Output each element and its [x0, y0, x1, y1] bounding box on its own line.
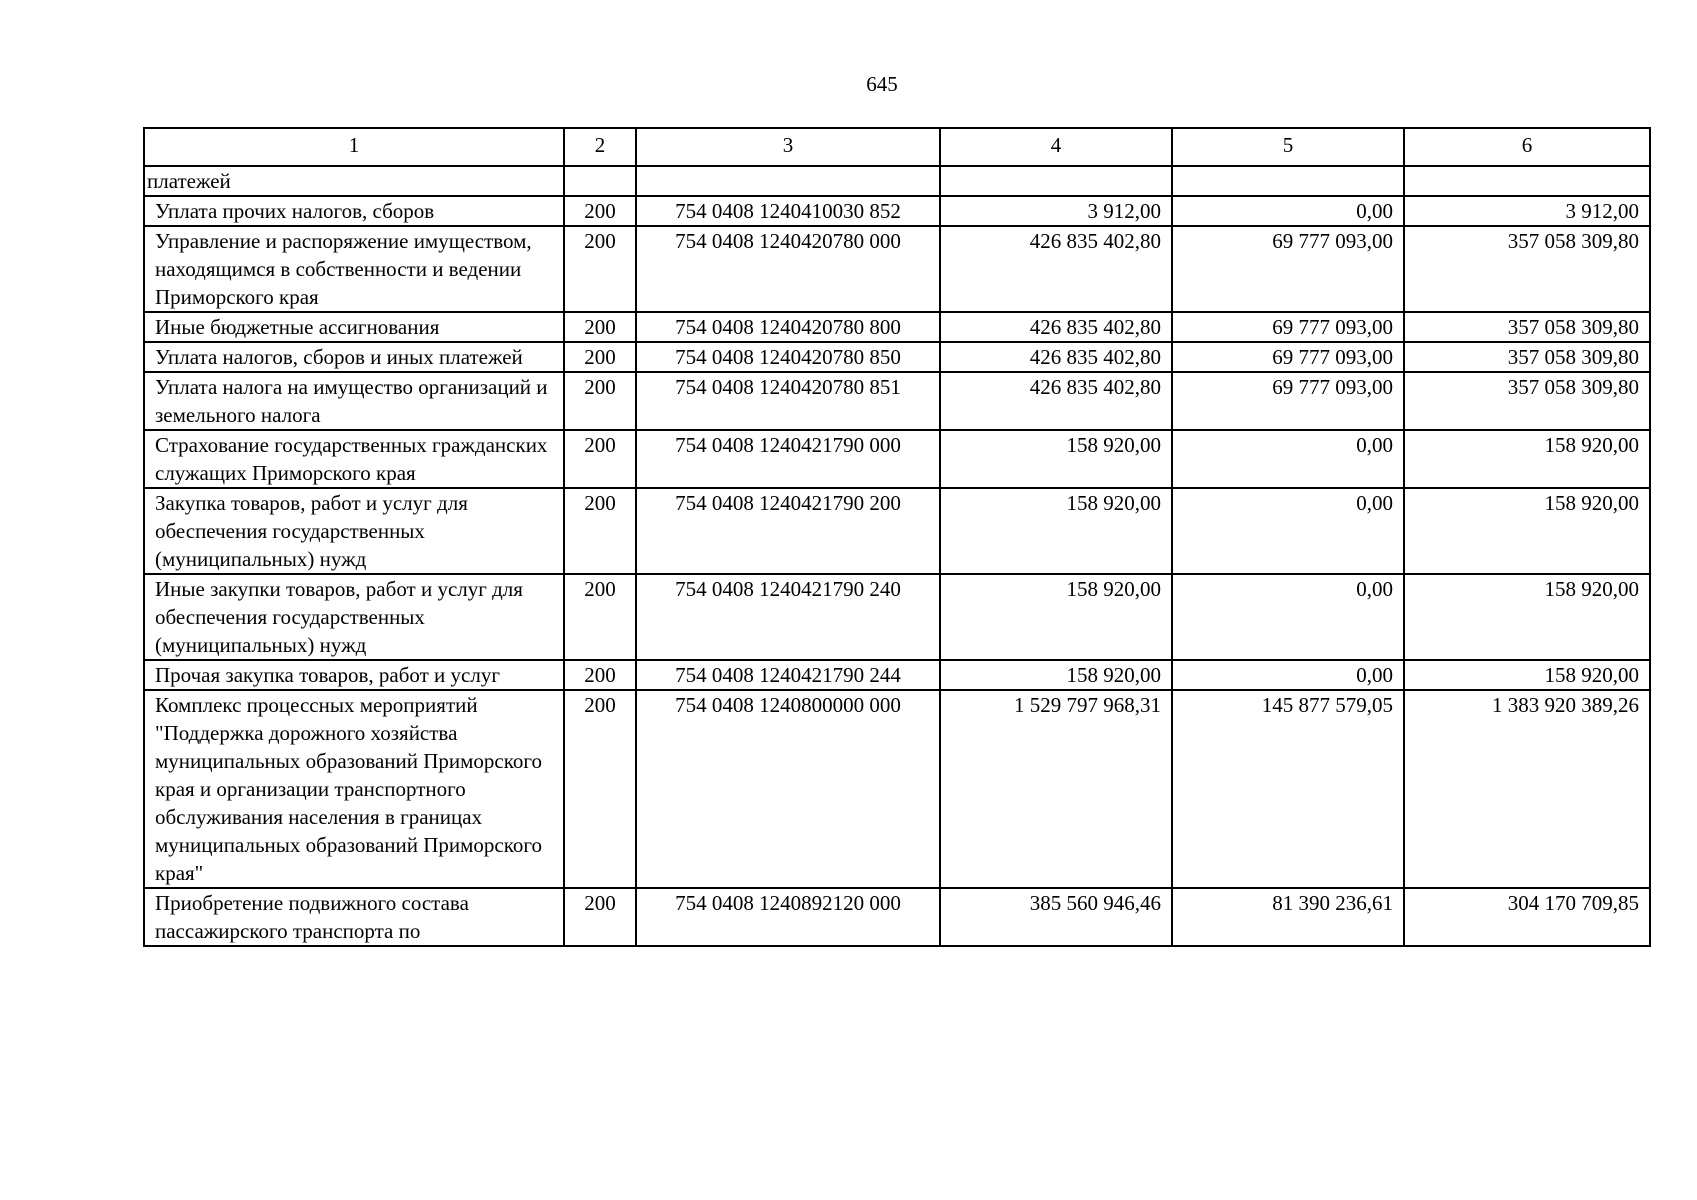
cell-col-2: 200	[564, 312, 636, 342]
cell-col-2: 200	[564, 372, 636, 430]
cell-col-2: 200	[564, 574, 636, 660]
cell-code: 754 0408 1240420780 850	[636, 342, 940, 372]
header-row	[144, 128, 1650, 166]
cell-name: Управление и распоряжение имуществом, находящимся в собственности и ведении Приморского края	[144, 226, 564, 312]
table-row	[144, 372, 1650, 430]
cell-value-5: 0,00	[1172, 488, 1404, 574]
cell-code: 754 0408 1240410030 852	[636, 196, 940, 226]
header-col-1: 1	[144, 128, 564, 166]
cell-value-5: 81 390 236,61	[1172, 888, 1404, 946]
page-number: 645	[866, 72, 898, 96]
cell-value-5: 69 777 093,00	[1172, 226, 1404, 312]
cell-value-4: 426 835 402,80	[940, 226, 1172, 312]
cell-code: 754 0408 1240421790 200	[636, 488, 940, 574]
cell-value-6: 357 058 309,80	[1404, 342, 1650, 372]
cell-value-5: 145 877 579,05	[1172, 690, 1404, 888]
cell-name: Иные бюджетные ассигнования	[144, 312, 564, 342]
cell-value-5: 69 777 093,00	[1172, 372, 1404, 430]
table-row	[144, 342, 1650, 372]
cell-value-5	[1172, 166, 1404, 196]
cell-code	[636, 166, 940, 196]
cell-col-2: 200	[564, 660, 636, 690]
cell-code: 754 0408 1240420780 851	[636, 372, 940, 430]
cell-name: платежей	[144, 166, 564, 196]
cell-code: 754 0408 1240421790 000	[636, 430, 940, 488]
cell-code: 754 0408 1240420780 000	[636, 226, 940, 312]
cell-value-6: 304 170 709,85	[1404, 888, 1650, 946]
cell-value-6: 158 920,00	[1404, 488, 1650, 574]
cell-value-4: 158 920,00	[940, 430, 1172, 488]
cell-code: 754 0408 1240800000 000	[636, 690, 940, 888]
cell-value-4: 158 920,00	[940, 574, 1172, 660]
cell-col-2: 200	[564, 690, 636, 888]
table-row	[144, 690, 1650, 888]
cell-value-6: 357 058 309,80	[1404, 226, 1650, 312]
cell-value-5: 0,00	[1172, 574, 1404, 660]
cell-value-6: 158 920,00	[1404, 660, 1650, 690]
cell-col-2: 200	[564, 196, 636, 226]
cell-code: 754 0408 1240420780 800	[636, 312, 940, 342]
cell-code: 754 0408 1240421790 244	[636, 660, 940, 690]
cell-value-6: 1 383 920 389,26	[1404, 690, 1650, 888]
table-row	[144, 888, 1650, 946]
cell-value-4: 426 835 402,80	[940, 372, 1172, 430]
cell-code: 754 0408 1240892120 000	[636, 888, 940, 946]
cell-value-4: 158 920,00	[940, 660, 1172, 690]
cell-name: Уплата прочих налогов, сборов	[144, 196, 564, 226]
cell-value-5: 0,00	[1172, 660, 1404, 690]
cell-value-6: 3 912,00	[1404, 196, 1650, 226]
cell-name: Закупка товаров, работ и услуг для обеспечения государственных (муниципальных) нужд	[144, 488, 564, 574]
table-row	[144, 488, 1650, 574]
cell-name: Приобретение подвижного состава пассажирского транспорта по	[144, 888, 564, 946]
header-col-5: 5	[1172, 128, 1404, 166]
cell-code: 754 0408 1240421790 240	[636, 574, 940, 660]
cell-col-2: 200	[564, 430, 636, 488]
cell-name: Прочая закупка товаров, работ и услуг	[144, 660, 564, 690]
cell-name: Иные закупки товаров, работ и услуг для обеспечения государственных (муниципальных) нужд	[144, 574, 564, 660]
header-col-4: 4	[940, 128, 1172, 166]
cell-value-5: 0,00	[1172, 196, 1404, 226]
cell-name: Уплата налогов, сборов и иных платежей	[144, 342, 564, 372]
cell-value-6: 357 058 309,80	[1404, 372, 1650, 430]
cell-col-2	[564, 166, 636, 196]
header-col-2: 2	[564, 128, 636, 166]
table-row	[144, 574, 1650, 660]
table-row	[144, 166, 1650, 196]
cell-value-4: 426 835 402,80	[940, 312, 1172, 342]
budget-table	[143, 127, 1651, 947]
cell-value-6: 357 058 309,80	[1404, 312, 1650, 342]
cell-value-5: 0,00	[1172, 430, 1404, 488]
table-row	[144, 312, 1650, 342]
table-row	[144, 430, 1650, 488]
cell-name: Страхование государственных гражданских служащих Приморского края	[144, 430, 564, 488]
cell-col-2: 200	[564, 342, 636, 372]
table-row	[144, 226, 1650, 312]
table-row	[144, 660, 1650, 690]
cell-value-5: 69 777 093,00	[1172, 312, 1404, 342]
cell-value-6	[1404, 166, 1650, 196]
cell-name: Комплекс процессных мероприятий "Поддержка дорожного хозяйства муниципальных образований Приморского края и организации транспортного обслуживания населения в границах муниципальных образований Приморского края"	[144, 690, 564, 888]
cell-value-5: 69 777 093,00	[1172, 342, 1404, 372]
cell-col-2: 200	[564, 888, 636, 946]
cell-col-2: 200	[564, 488, 636, 574]
cell-value-4	[940, 166, 1172, 196]
cell-value-4: 385 560 946,46	[940, 888, 1172, 946]
cell-value-6: 158 920,00	[1404, 574, 1650, 660]
cell-value-4: 3 912,00	[940, 196, 1172, 226]
cell-value-6: 158 920,00	[1404, 430, 1650, 488]
table-row	[144, 196, 1650, 226]
cell-value-4: 158 920,00	[940, 488, 1172, 574]
header-col-3: 3	[636, 128, 940, 166]
cell-value-4: 426 835 402,80	[940, 342, 1172, 372]
cell-name: Уплата налога на имущество организаций и земельного налога	[144, 372, 564, 430]
cell-value-4: 1 529 797 968,31	[940, 690, 1172, 888]
cell-col-2: 200	[564, 226, 636, 312]
header-col-6: 6	[1404, 128, 1650, 166]
